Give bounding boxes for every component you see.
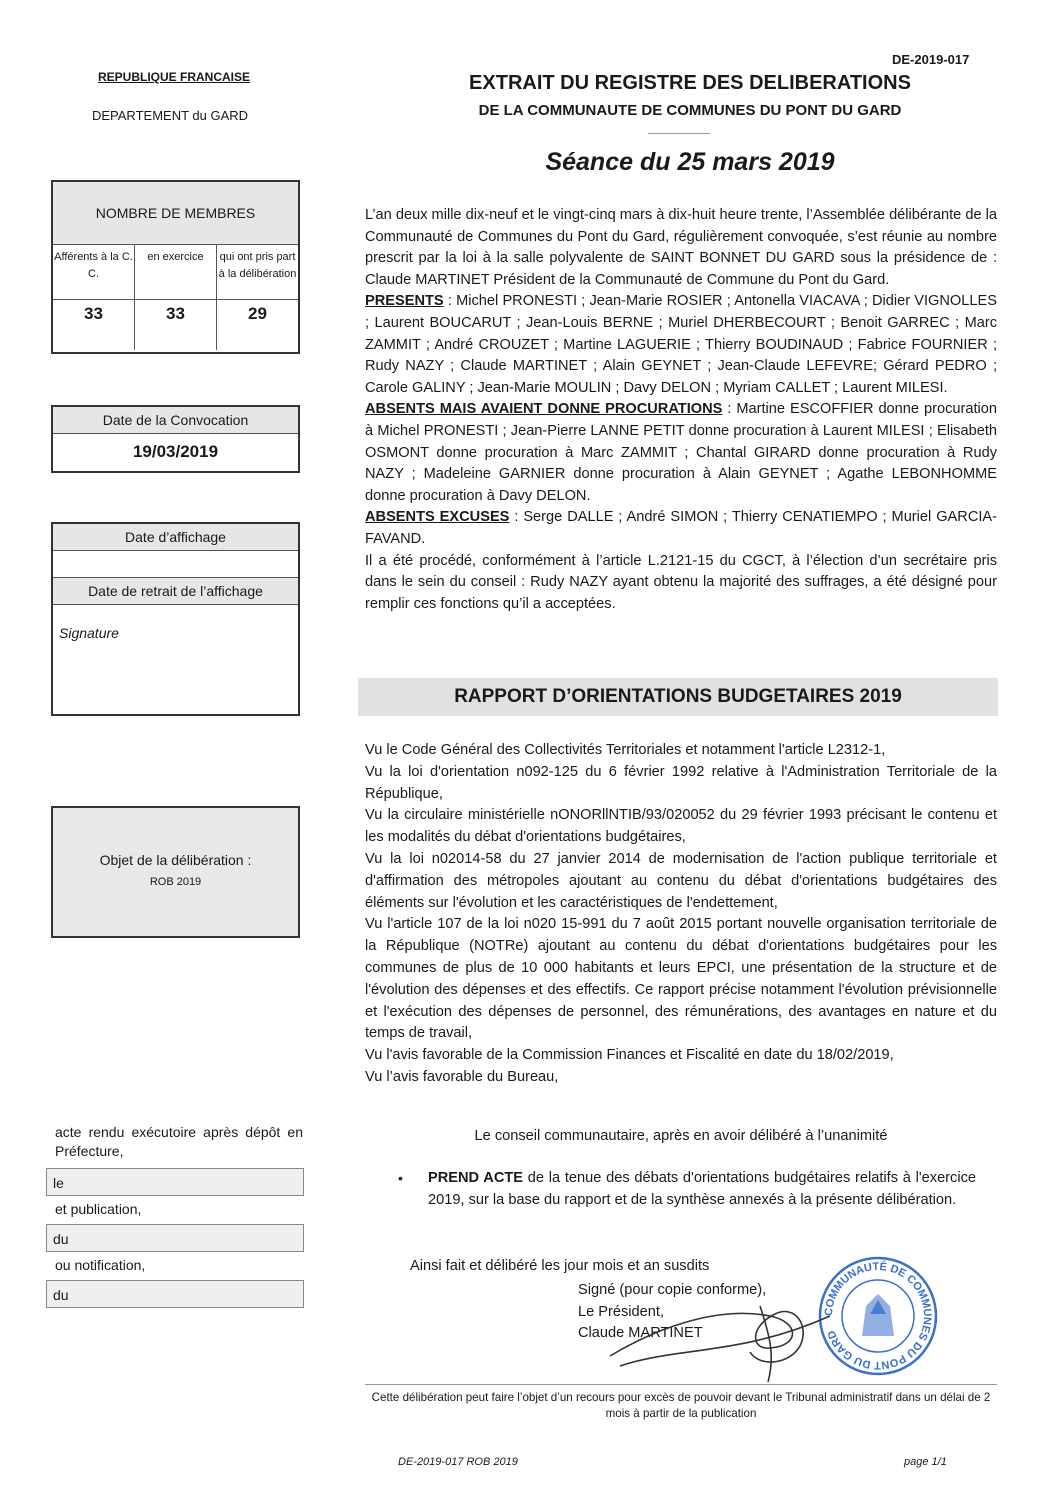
members-col-afferents: Afférents à la C. C.: [53, 245, 135, 299]
conseil-statement: Le conseil communautaire, après en avoir délibéré à l’unanimité: [474, 1128, 888, 1144]
ainsi-fait: Ainsi fait et délibéré les jour mois et an susdits: [410, 1258, 710, 1274]
members-col-exercice: en exercice: [135, 245, 217, 299]
vu-item: Vu la loi n02014-58 du 27 janvier 2014 de modernisation de l'action publique territoriale et d'affirmation des métropoles ajoutant au contenu du débat d'orientations budgétaires des éléments sur l'évolution et les caractéristiques de l'endettement,: [365, 850, 997, 911]
procurations-label: ABSENTS MAIS AVAIENT DONNE PROCURATIONS: [365, 401, 723, 418]
decision-text: [428, 1168, 976, 1211]
members-col-votants: qui ont pris part à la délibération: [218, 251, 297, 280]
affichage-date-field: [53, 551, 298, 578]
decision-label: PREND ACTE: [428, 1170, 524, 1186]
deliberation-body: [365, 205, 997, 615]
footer-reference: DE-2019-017 ROB 2019: [398, 1456, 518, 1468]
presents-label: PRESENTS: [365, 293, 444, 310]
title-divider: [648, 133, 710, 134]
signature-label: Signature: [59, 625, 119, 641]
objet-box: [51, 806, 300, 938]
objet-label: Objet de la délibération :: [99, 852, 252, 868]
prefecture-date-field: [46, 1168, 304, 1196]
seance-date: Séance du 25 mars 2019: [545, 148, 835, 176]
president-name: Claude MARTINET: [578, 1325, 703, 1341]
convocation-box: [51, 405, 300, 473]
footer-divider: [365, 1384, 997, 1385]
affichage-label: Date d’affichage: [53, 524, 298, 551]
procurations-paragraph: [365, 399, 997, 507]
prefecture-date-label: le: [53, 1175, 64, 1191]
decision-body: de la tenue des débats d'orientations budgétaires relatifs à l'exercice 2019, sur la base du rapport et de la synthèse annexés à la présente délibération.: [428, 1170, 976, 1208]
vu-item: Vu le Code Général des Collectivités Territoriales et notamment l'article L2312-1,: [365, 742, 886, 758]
excuses-paragraph: [365, 507, 997, 550]
department-label: DEPARTEMENT du GARD: [92, 108, 249, 123]
republic-label: REPUBLIQUE FRANCAISE: [98, 70, 251, 84]
vu-item: Vu l'avis favorable de la Commission Finances et Fiscalité en date du 18/02/2019,: [365, 1047, 894, 1064]
vu-item: Vu la circulaire ministérielle nONORllNTIB/93/020052 du 29 février 1993 précisant le contenu et les modalités du débat d'orientations budgétaires,: [365, 807, 997, 846]
vu-item: Vu la loi d'orientation n092-125 du 6 février 1992 relative à l'Administration Territoriale de la République,: [365, 763, 997, 802]
affichage-box: [51, 522, 300, 716]
members-val-votants: 29: [248, 304, 267, 323]
president-role: Le Président,: [578, 1303, 664, 1320]
notification-date-label: du: [53, 1287, 69, 1303]
document-reference: DE-2019-017: [892, 52, 970, 67]
vu-item: Vu l’avis favorable du Bureau,: [365, 1068, 559, 1085]
section-banner: RAPPORT D’ORIENTATIONS BUDGETAIRES 2019: [358, 678, 998, 716]
document-subtitle: DE LA COMMUNAUTE DE COMMUNES DU PONT DU GARD: [478, 102, 902, 119]
recours-notice: Cette délibération peut faire l’objet d’un recours pour excès de pouvoir devant le Tribunal administratif dans un délai de 2 mois à partir de la publication: [371, 1391, 991, 1420]
page-number: page 1/1: [904, 1456, 947, 1468]
convocation-date: 19/03/2019: [132, 442, 219, 461]
retrait-label: Date de retrait de l’affichage: [53, 578, 298, 605]
publication-date-label: du: [53, 1231, 69, 1247]
signe-label: Signé (pour copie conforme),: [578, 1282, 767, 1298]
members-title: NOMBRE DE MEMBRES: [53, 182, 298, 245]
presents-paragraph: [365, 291, 997, 399]
convocation-label: Date de la Convocation: [53, 407, 298, 434]
seal-text: COMMUNAUTÉ DE COMMUNES DU PONT DU GARD: [822, 1260, 934, 1372]
objet-value: ROB 2019: [149, 876, 202, 888]
secretaire-paragraph: Il a été procédé, conformément à l’article L.2121-15 du CGCT, à l’élection d’un secrétaire pris dans le sein du conseil : Rudy NAZY ayant obtenu la majorité des suffrages, a été désigné pour remplir ces fonctions qu’il a acceptées.: [365, 552, 997, 612]
excuses-label: ABSENTS EXCUSES: [365, 509, 510, 526]
publication-date-field: [46, 1224, 304, 1252]
execution-text: acte rendu exécutoire après dépôt en Préfecture,: [55, 1124, 303, 1159]
members-val-exercice: 33: [135, 300, 217, 350]
intro-paragraph: L’an deux mille dix-neuf et le vingt-cinq mars à dix-huit heure trente, l’Assemblée délibérante de la Communauté de Communes du Pont du Gard, régulièrement convoquée, s’est réunie au nombre prescrit par la loi à la salle polyvalente de SAINT BONNET DU GARD sous la présidence de : Claude MARTINET Président de la Communauté de Commune du Pont du Gard.: [365, 207, 997, 288]
notification-date-field: [46, 1280, 304, 1308]
publication-label: et publication,: [55, 1201, 142, 1217]
members-box: [51, 180, 300, 354]
notification-label: ou notification,: [55, 1257, 146, 1273]
members-val-afferents: 33: [53, 300, 135, 350]
presents-list: : Michel PRONESTI ; Jean-Marie ROSIER ; Antonella VIACAVA ; Didier VIGNOLLES ; Laurent BOUCARUT ; Jean-Louis BERNE ; Muriel DHERBECOURT ; Benoit GARREC ; Marc ZAMMIT ; André CROUZET ; Martine LAGUERIE ; Thierry BOUDINAUD ; Fabrice FOURNIER ; Rudy NAZY ; Claude MARTINET ; Alain GEYNET ; Jean-Claude LEFEVRE; Gérard PEDRO ; Carole GALINY ; Jean-Marie MOULIN ; Davy DELON ; Myriam CALLET ; Laurent MILESI.: [365, 293, 997, 396]
document-title: EXTRAIT DU REGISTRE DES DELIBERATIONS: [469, 72, 911, 94]
vu-item: Vu l'article 107 de la loi n020 15-991 du 7 août 2015 portant nouvelle organisation territoriale de la République (NOTRe) ajoutant au contenu du débat d'orientations budgétaires pour les communes de plus de 10 000 habitants et leurs EPCI, une présentation de la structure et de l'évolution des dépenses et des effectifs. Ce rapport précise notamment l'évolution prévisionnelle et l'exécution des dépenses de personnel, des rémunérations, des avantages en nature et du temps de travail,: [365, 916, 997, 1042]
decision-bullet: •: [398, 1170, 403, 1186]
handwritten-signature: [600, 1286, 840, 1386]
vus-list: [365, 740, 997, 1089]
procurations-list: : Martine ESCOFFIER donne procuration à Michel PRONESTI ; Jean-Pierre LANNE PETIT donne procuration à Laurent MILESI ; Elisabeth OSMONT donne procuration à Marc ZAMMIT ; Chantal GIRARD donne procuration à Rudy NAZY ; Madeleine GARNIER donne procuration à Alain GEYNET ; Agathe LEBONHOMME donne procuration à Davy DELON.: [365, 401, 997, 504]
excuses-list: : Serge DALLE ; André SIMON ; Thierry CENATIEMPO ; Muriel GARCIA-FAVAND.: [365, 509, 998, 547]
